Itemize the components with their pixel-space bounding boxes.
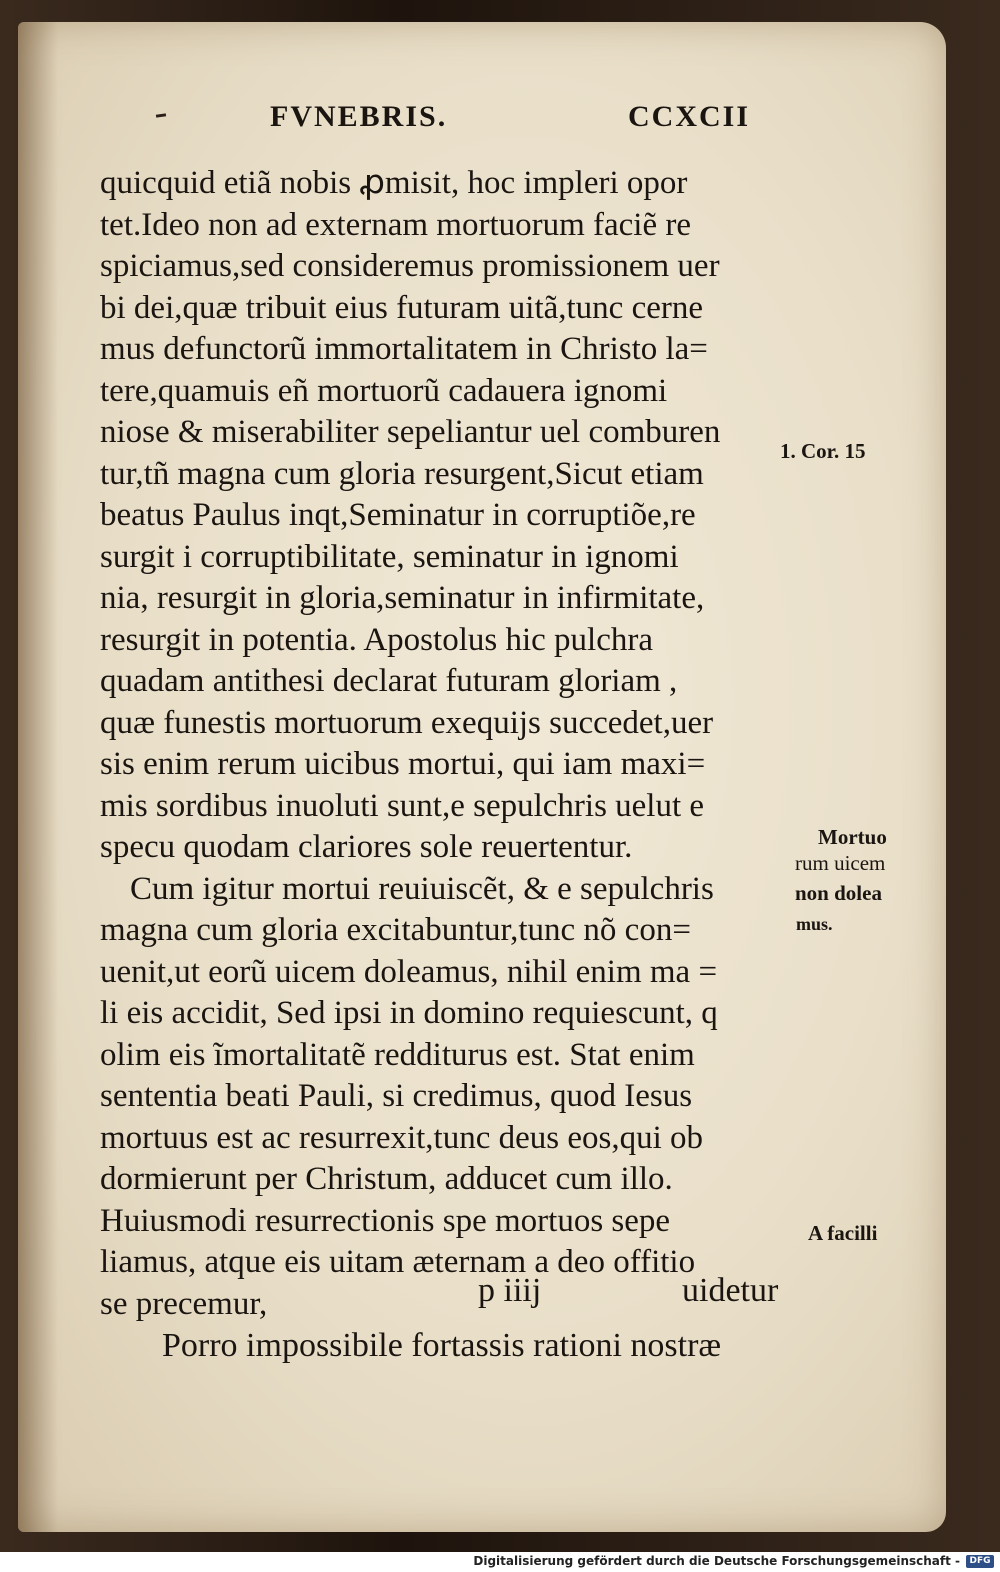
- text-line: tur,tñ magna cum gloria resurgent,Sicut etiam: [100, 455, 704, 492]
- text-line-paragraph-start: Porro impossibile fortassis rationi nostræ: [162, 1327, 722, 1364]
- text-line: beatus Paulus inqt,Seminatur in corruptiõe,re: [100, 497, 696, 533]
- margin-note-line: A facilli: [808, 1221, 878, 1245]
- text-line: olim eis ĩmortalitatẽ redditurus est. Stat enim: [100, 1036, 695, 1073]
- text-line: nia, resurgit in gloria,seminatur in infirmitate,: [100, 580, 705, 616]
- text-line: quadam antithesi declarat futuram gloriam ,: [100, 663, 678, 699]
- signature-mark: p iiij: [478, 1272, 542, 1309]
- text-line: mortuus est ac resurrexit,tunc deus eos,qui ob: [100, 1119, 704, 1156]
- text-line: Huiusmodi resurrectionis spe mortuos sepe: [100, 1202, 671, 1239]
- catchword: uidetur: [682, 1272, 779, 1309]
- text-line: sententia beati Pauli, si credimus, quod Iesus: [100, 1078, 693, 1114]
- text-line: li eis accidit, Sed ipsi in domino requiescunt, q: [100, 995, 718, 1031]
- dfg-logo: DFG: [966, 1555, 994, 1568]
- footer-bar: [0, 1552, 1000, 1572]
- text-line: tere,quamuis eñ mortuorũ cadauera ignomi: [100, 372, 668, 409]
- margin-note-reference: 1. Cor. 15: [780, 439, 866, 463]
- text-line: bi dei,quæ tribuit eius futuram uitã,tunc cerne: [100, 289, 704, 326]
- text-line: surgit i corruptibilitate, seminatur in ignomi: [100, 538, 679, 575]
- text-line: dormierunt per Christum, adducet cum illo.: [100, 1161, 673, 1197]
- text-line: quicquid etiã nobis ꝓmisit, hoc impleri opor: [100, 165, 688, 201]
- page-gutter-shadow: [18, 22, 58, 1532]
- running-title: FVNEBRIS.: [270, 100, 448, 133]
- margin-note-line: non dolea: [795, 881, 882, 905]
- text-line: spiciamus,sed consideremus promissionem uer: [100, 248, 720, 284]
- text-line: quæ funestis mortuorum exequijs succedet,uer: [100, 704, 714, 741]
- margin-note-line: rum uicem: [795, 851, 886, 875]
- text-line-paragraph-start: Cum igitur mortui reuiuiscẽt, & e sepulchris: [130, 870, 714, 907]
- funding-credit: Digitalisierung gefördert durch die Deutsche Forschungsgemeinschaft -: [473, 1554, 960, 1568]
- text-line: tet.Ideo non ad externam mortuorum faciẽ re: [100, 206, 692, 243]
- text-line: niose & miserabiliter sepeliantur uel comburen: [100, 414, 721, 450]
- text-line: mis sordibus inuoluti sunt,e sepulchris uelut e: [100, 787, 705, 824]
- text-line: se precemur,: [100, 1285, 268, 1322]
- margin-note-line: mus.: [796, 914, 833, 934]
- running-head: [0, 100, 1000, 140]
- text-line: mus defunctorũ immortalitatem in Christo la=: [100, 331, 708, 367]
- text-line: sis enim rerum uicibus mortui, qui iam maxi=: [100, 746, 706, 782]
- text-line: magna cum gloria excitabuntur,tunc nõ con=: [100, 912, 691, 948]
- folio-number: CCXCII: [628, 100, 751, 133]
- text-line: liamus, atque eis uitam æternam a deo offitio: [100, 1244, 696, 1280]
- main-text-block: [100, 163, 780, 1367]
- text-line: specu quodam clariores sole reuertentur.: [100, 829, 633, 865]
- margin-note-line: Mortuo: [818, 825, 887, 849]
- text-line: resurgit in potentia. Apostolus hic pulchra: [100, 621, 653, 658]
- text-line: uenit,ut eorũ uicem doleamus, nihil enim ma =: [100, 953, 718, 990]
